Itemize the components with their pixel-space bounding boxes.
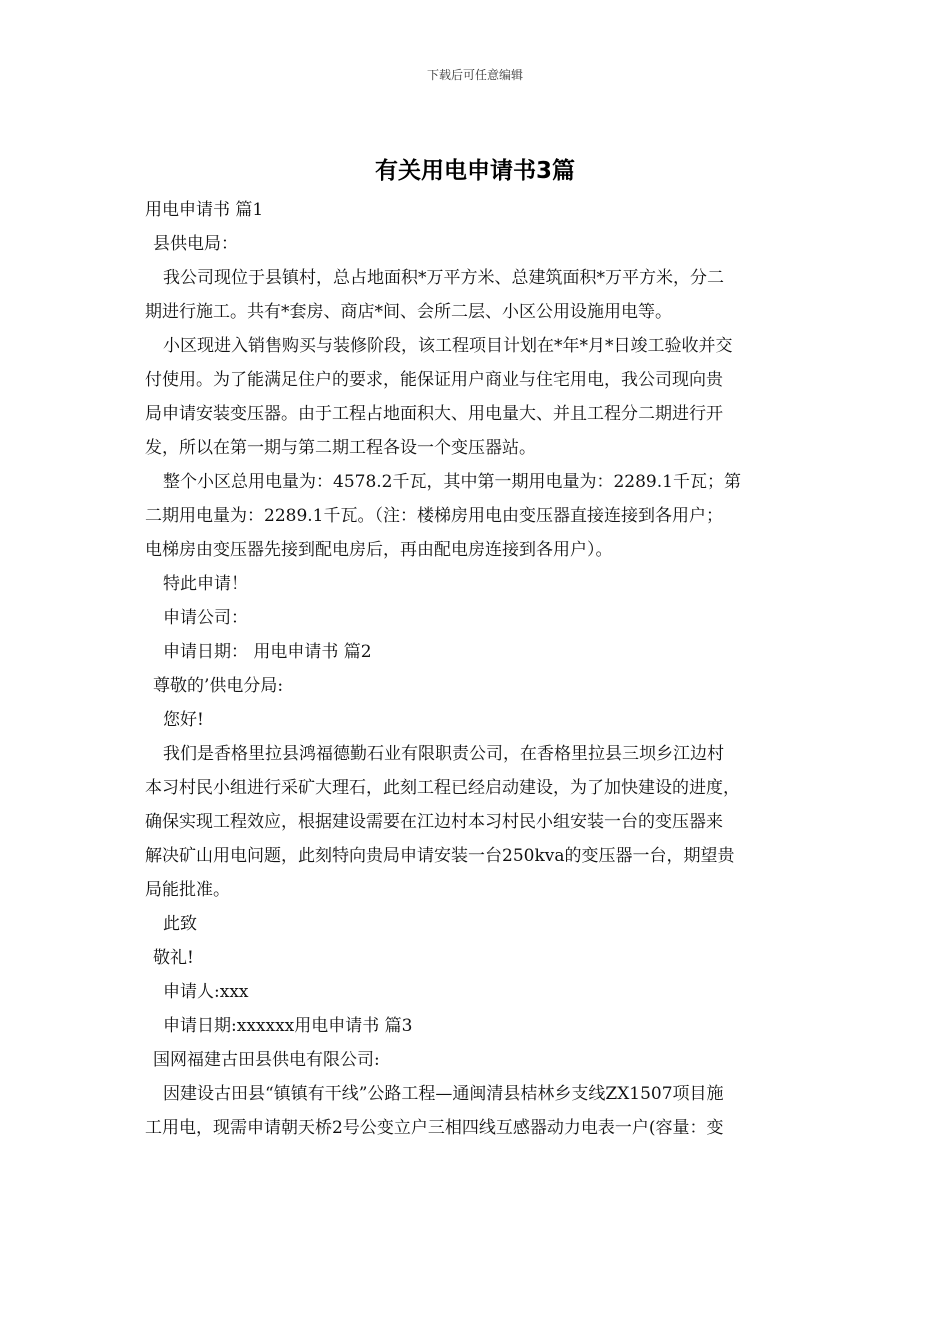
paragraph-line: 局能批准。 <box>145 880 230 900</box>
closing-line: 敬礼! <box>153 948 194 968</box>
salutation-2: 尊敬的’供电分局: <box>153 676 284 696</box>
applicant-company-line: 申请公司： <box>163 608 248 628</box>
salutation-1: 县供电局： <box>153 234 238 254</box>
section-heading-1: 用电申请书 篇1 <box>145 200 264 220</box>
paragraph-line: 电梯房由变压器先接到配电房后，再由配电房连接到各用户）。 <box>145 540 613 560</box>
paragraph-line: 付使用。为了能满足住户的要求，能保证用户商业与住宅用电，我公司现向贵 <box>145 370 723 390</box>
application-date-line: 申请日期： 用电申请书 篇2 <box>163 642 372 662</box>
paragraph-line: 二期用电量为：2289.1千瓦。（注：楼梯房用电由变压器直接连接到各用户； <box>145 506 723 526</box>
document-body <box>145 193 815 1145</box>
paragraph-line: 解决矿山用电问题，此刻特向贵局申请安装一台250kva的变压器一台，期望贵 <box>145 846 735 866</box>
paragraph-line: 整个小区总用电量为：4578.2千瓦，其中第一期用电量为：2289.1千瓦；第 <box>163 472 741 492</box>
greeting-line: 您好! <box>163 710 204 730</box>
paragraph-line: 局申请安装变压器。由于工程占地面积大、用电量大、并且工程分二期进行开 <box>145 404 723 424</box>
paragraph-line: 工用电，现需申请朝天桥2号公变立户三相四线互感器动力电表一户(容量：变 <box>145 1118 724 1138</box>
paragraph-line: 确保实现工程效应，根据建设需要在江边村本习村民小组安装一台的变压器来 <box>145 812 723 832</box>
paragraph-line: 我们是香格里拉县鸿福德勤石业有限职责公司，在香格里拉县三坝乡江边村 <box>163 744 724 764</box>
header-note: 下载后可任意编辑 <box>426 68 523 82</box>
paragraph-line: 期进行施工。共有*套房、商店*间、会所二层、小区公用设施用电等。 <box>145 302 672 322</box>
closing-line: 此致 <box>163 914 197 934</box>
closing-line: 特此申请！ <box>163 574 248 594</box>
paragraph-line: 小区现进入销售购买与装修阶段，该工程项目计划在*年*月*日竣工验收并交 <box>163 336 733 356</box>
paragraph-line: 我公司现位于县镇村，总占地面积*万平方米、总建筑面积*万平方米，分二 <box>163 268 724 288</box>
applicant-line: 申请人:xxx <box>163 982 249 1002</box>
salutation-3: 国网福建古田县供电有限公司: <box>153 1050 380 1070</box>
paragraph-line: 因建设古田县“镇镇有干线”公路工程—通闽清县桔林乡支线ZX1507项目施 <box>163 1084 724 1104</box>
application-date-line: 申请日期:xxxxxx用电申请书 篇3 <box>163 1016 413 1036</box>
paragraph-line: 本习村民小组进行采矿大理石，此刻工程已经启动建设，为了加快建设的进度， <box>145 778 740 798</box>
paragraph-line: 发，所以在第一期与第二期工程各设一个变压器站。 <box>145 438 536 458</box>
document-title: 有关用电申请书3篇 <box>374 158 575 184</box>
